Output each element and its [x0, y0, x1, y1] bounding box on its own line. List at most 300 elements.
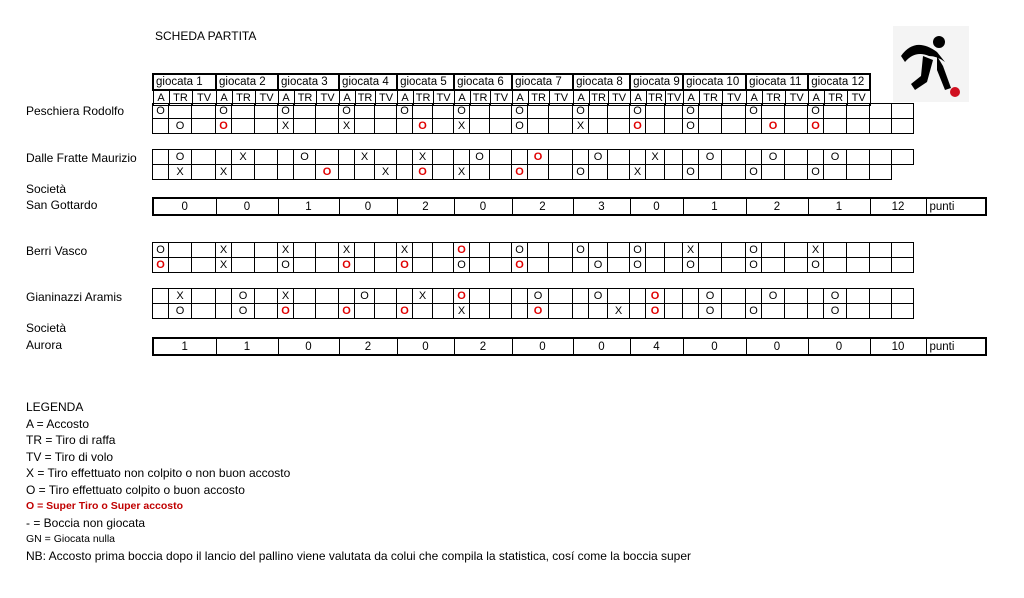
score-cell — [255, 165, 278, 180]
score-cell — [433, 289, 454, 304]
score-cell — [255, 119, 278, 134]
score-cell — [528, 243, 549, 258]
subcolumn-header: A — [808, 90, 824, 106]
giocata-points: 0 — [216, 198, 278, 215]
score-cell — [375, 119, 397, 134]
score-cell — [892, 258, 914, 273]
score-cell: O — [824, 304, 847, 319]
score-cell: O — [454, 104, 470, 119]
score-cell — [433, 243, 454, 258]
score-cell — [847, 119, 870, 134]
score-cell: O — [512, 119, 528, 134]
score-cell — [255, 258, 278, 273]
player-name: Peschiera Rodolfo — [26, 104, 125, 118]
bocce-player-logo-icon — [893, 26, 969, 102]
score-cell — [169, 104, 192, 119]
score-cell — [490, 304, 512, 319]
total-points: 10 — [870, 338, 926, 355]
score-cell — [316, 104, 339, 119]
score-cell: O — [232, 304, 255, 319]
score-cell — [153, 289, 169, 304]
score-cell — [549, 119, 573, 134]
legend-line: NB: Accosto prima boccia dopo il lancio del pallino viene valutata da colui che compila la statistica, cosí come la boccia super — [26, 548, 692, 563]
score-cell — [355, 304, 375, 319]
score-cell — [589, 165, 608, 180]
player-name: Dalle Fratte Maurizio — [26, 151, 137, 165]
subcolumn-header: A — [630, 90, 646, 106]
score-cell: X — [454, 304, 470, 319]
score-cell — [413, 104, 433, 119]
score-cell — [589, 119, 608, 134]
score-cell: X — [278, 243, 294, 258]
score-cell — [683, 304, 699, 319]
subcolumn-header: TR — [413, 90, 433, 106]
score-cell — [699, 104, 722, 119]
score-cell: O — [808, 104, 824, 119]
subcolumn-header: TR — [528, 90, 549, 106]
score-cell — [355, 165, 375, 180]
score-cell — [549, 304, 573, 319]
giocata-points: 1 — [153, 338, 216, 355]
score-cell — [278, 150, 294, 165]
score-cell — [722, 119, 746, 134]
giocata-points: 0 — [339, 198, 397, 215]
score-cell — [870, 165, 892, 180]
subcolumn-header: TV — [255, 90, 278, 106]
score-cell — [153, 165, 169, 180]
score-cell — [339, 165, 355, 180]
score-cell — [232, 104, 255, 119]
score-cell — [762, 165, 785, 180]
score-cell: O — [699, 150, 722, 165]
score-cell — [192, 243, 216, 258]
score-cell — [490, 258, 512, 273]
subcolumn-header: TR — [355, 90, 375, 106]
legend-line: X = Tiro effettuato non colpito o non buon accosto — [26, 466, 291, 480]
score-cell — [192, 119, 216, 134]
points-unit-label: punti — [926, 338, 986, 355]
legend — [26, 399, 691, 564]
giocata-header: giocata 2 — [216, 74, 278, 90]
score-cell — [646, 243, 665, 258]
score-cell — [169, 258, 192, 273]
score-cell: O — [746, 165, 762, 180]
score-cell — [153, 304, 169, 319]
score-cell — [824, 119, 847, 134]
score-cell — [413, 243, 433, 258]
super-score-cell: O — [153, 258, 169, 273]
score-cell — [316, 150, 339, 165]
score-cell — [608, 289, 630, 304]
page-title: SCHEDA PARTITA — [155, 29, 257, 43]
giocata-points: 0 — [808, 338, 870, 355]
subcolumn-header: A — [746, 90, 762, 106]
score-cell: X — [339, 119, 355, 134]
score-cell: O — [746, 304, 762, 319]
score-cell — [589, 104, 608, 119]
score-cell — [294, 243, 316, 258]
super-score-cell: O — [528, 150, 549, 165]
score-cell — [192, 165, 216, 180]
score-cell — [397, 150, 413, 165]
score-cell: X — [573, 119, 589, 134]
score-cell — [375, 150, 397, 165]
score-cell: X — [683, 243, 699, 258]
score-cell — [870, 150, 892, 165]
legend-line: TR = Tiro di raffa — [26, 433, 116, 447]
super-score-cell: O — [339, 258, 355, 273]
giocata-points: 2 — [397, 198, 454, 215]
subcolumn-header: TR — [589, 90, 608, 106]
score-cell: O — [528, 289, 549, 304]
score-cell: X — [339, 243, 355, 258]
score-cell — [699, 243, 722, 258]
score-cell — [847, 104, 870, 119]
score-cell: O — [294, 150, 316, 165]
score-cell: O — [824, 150, 847, 165]
score-cell — [870, 304, 892, 319]
score-cell — [847, 165, 870, 180]
score-cell — [665, 165, 683, 180]
super-score-cell: O — [278, 304, 294, 319]
score-cell — [192, 289, 216, 304]
score-cell: O — [683, 104, 699, 119]
subcolumn-header: A — [339, 90, 355, 106]
score-cell — [762, 258, 785, 273]
society-name: San Gottardo — [26, 198, 98, 212]
score-cell — [470, 165, 490, 180]
subcolumn-header: TV — [192, 90, 216, 106]
score-cell — [192, 304, 216, 319]
score-cell: O — [762, 289, 785, 304]
score-cell — [665, 243, 683, 258]
score-cell — [762, 104, 785, 119]
super-score-cell: O — [397, 304, 413, 319]
score-cell — [216, 289, 232, 304]
score-cell: O — [355, 289, 375, 304]
score-cell — [470, 119, 490, 134]
subcolumn-header: A — [216, 90, 232, 106]
score-cell — [153, 150, 169, 165]
score-cell — [397, 119, 413, 134]
score-cell — [683, 289, 699, 304]
score-cell — [512, 289, 528, 304]
legend-line: O = Tiro effettuato colpito o buon accosto — [26, 482, 245, 497]
score-cell: O — [746, 243, 762, 258]
giocata-points: 1 — [683, 198, 746, 215]
score-cell — [608, 119, 630, 134]
score-cell — [630, 289, 646, 304]
score-cell — [339, 150, 355, 165]
score-cell — [375, 258, 397, 273]
score-cell: O — [589, 258, 608, 273]
subcolumn-header: TR — [169, 90, 192, 106]
score-cell — [278, 165, 294, 180]
points-table — [152, 197, 987, 216]
score-cell: O — [169, 119, 192, 134]
score-cell: O — [153, 243, 169, 258]
score-cell — [847, 258, 870, 273]
score-cell — [549, 165, 573, 180]
score-cell — [870, 258, 892, 273]
score-cell — [746, 119, 762, 134]
score-cell — [375, 243, 397, 258]
super-score-cell: O — [512, 258, 528, 273]
score-cell — [433, 104, 454, 119]
score-cell — [294, 165, 316, 180]
score-cell: X — [375, 165, 397, 180]
score-cell — [294, 104, 316, 119]
score-cell — [699, 119, 722, 134]
score-cell — [549, 258, 573, 273]
player-score-table — [152, 288, 914, 319]
score-cell — [892, 304, 914, 319]
super-score-cell: O — [528, 304, 549, 319]
subcolumn-header: TR — [470, 90, 490, 106]
column-header-table — [152, 73, 871, 106]
score-cell: O — [278, 104, 294, 119]
score-cell: O — [824, 289, 847, 304]
score-cell — [646, 104, 665, 119]
subcolumn-header: TV — [490, 90, 512, 106]
score-cell — [762, 304, 785, 319]
giocata-points: 0 — [153, 198, 216, 215]
score-cell — [512, 150, 528, 165]
score-cell: O — [573, 104, 589, 119]
score-cell — [808, 289, 824, 304]
score-cell — [549, 289, 573, 304]
total-points: 12 — [870, 198, 926, 215]
subcolumn-header: A — [454, 90, 470, 106]
score-cell — [573, 150, 589, 165]
score-cell — [589, 304, 608, 319]
score-cell — [528, 104, 549, 119]
score-cell — [589, 243, 608, 258]
score-cell: O — [169, 304, 192, 319]
score-cell: X — [630, 165, 646, 180]
score-cell — [339, 289, 355, 304]
score-cell — [153, 119, 169, 134]
super-score-cell: O — [413, 165, 433, 180]
score-cell — [355, 104, 375, 119]
score-cell — [232, 165, 255, 180]
score-cell — [490, 243, 512, 258]
score-cell — [870, 104, 892, 119]
score-cell: X — [608, 304, 630, 319]
subcolumn-header: A — [153, 90, 169, 106]
score-cell — [573, 304, 589, 319]
giocata-header: giocata 1 — [153, 74, 216, 90]
score-cell — [528, 258, 549, 273]
score-cell: O — [630, 104, 646, 119]
score-cell — [892, 119, 914, 134]
score-cell — [608, 150, 630, 165]
score-cell — [490, 165, 512, 180]
score-cell — [549, 150, 573, 165]
score-cell — [722, 243, 746, 258]
score-cell — [847, 289, 870, 304]
giocata-points: 3 — [573, 198, 630, 215]
score-cell — [375, 104, 397, 119]
super-score-cell: O — [339, 304, 355, 319]
score-cell — [255, 150, 278, 165]
score-cell — [808, 304, 824, 319]
score-cell — [192, 258, 216, 273]
score-cell: X — [355, 150, 375, 165]
score-cell — [892, 243, 914, 258]
subcolumn-header: TR — [762, 90, 785, 106]
score-cell — [785, 304, 808, 319]
society-name: Aurora — [26, 338, 63, 352]
player-score-table — [152, 103, 914, 134]
score-cell — [470, 104, 490, 119]
score-cell — [608, 104, 630, 119]
score-cell: O — [589, 150, 608, 165]
giocata-points: 0 — [683, 338, 746, 355]
subcolumn-header: TV — [785, 90, 808, 106]
score-cell: X — [232, 150, 255, 165]
score-cell — [630, 304, 646, 319]
score-cell: O — [169, 150, 192, 165]
giocata-header: giocata 12 — [808, 74, 870, 90]
score-cell — [762, 243, 785, 258]
super-score-cell: O — [630, 119, 646, 134]
score-cell: X — [278, 119, 294, 134]
score-cell — [665, 119, 683, 134]
score-cell — [433, 150, 454, 165]
score-cell: X — [169, 289, 192, 304]
score-cell — [608, 243, 630, 258]
score-cell: O — [216, 104, 232, 119]
subcolumn-header: A — [573, 90, 589, 106]
score-cell — [699, 258, 722, 273]
society-label: Società — [26, 182, 67, 196]
legend-line: LEGENDA — [26, 400, 84, 414]
score-cell — [413, 304, 433, 319]
giocata-header: giocata 4 — [339, 74, 397, 90]
score-cell — [433, 119, 454, 134]
giocata-header: giocata 10 — [683, 74, 746, 90]
score-cell — [746, 289, 762, 304]
score-cell — [722, 104, 746, 119]
score-cell — [808, 150, 824, 165]
score-cell — [722, 165, 746, 180]
score-cell — [665, 304, 683, 319]
score-cell: X — [278, 289, 294, 304]
giocata-header: giocata 6 — [454, 74, 512, 90]
score-cell: X — [413, 289, 433, 304]
score-cell: X — [397, 243, 413, 258]
score-cell: O — [153, 104, 169, 119]
score-cell — [216, 304, 232, 319]
score-cell — [549, 104, 573, 119]
score-cell — [573, 258, 589, 273]
super-score-cell: O — [808, 119, 824, 134]
score-cell — [316, 289, 339, 304]
score-cell — [824, 165, 847, 180]
super-score-cell: O — [454, 289, 470, 304]
score-cell: O — [630, 243, 646, 258]
score-cell — [646, 258, 665, 273]
score-cell — [824, 258, 847, 273]
score-cell: O — [683, 165, 699, 180]
score-cell — [847, 243, 870, 258]
score-cell: O — [630, 258, 646, 273]
score-cell: O — [762, 150, 785, 165]
score-cell — [490, 104, 512, 119]
score-cell — [433, 304, 454, 319]
score-cell: O — [470, 150, 490, 165]
score-cell: O — [454, 258, 470, 273]
player-name: Berri Vasco — [26, 244, 88, 258]
player-score-table — [152, 149, 914, 180]
score-cell — [722, 150, 746, 165]
score-cell — [665, 258, 683, 273]
legend-line: O = Super Tiro o Super accosto — [26, 500, 184, 512]
subcolumn-header: A — [683, 90, 699, 106]
score-cell — [355, 243, 375, 258]
giocata-points: 0 — [746, 338, 808, 355]
subcolumn-header: TV — [433, 90, 454, 106]
score-cell — [847, 150, 870, 165]
score-cell — [433, 258, 454, 273]
score-cell — [294, 304, 316, 319]
score-cell — [512, 304, 528, 319]
score-cell — [375, 289, 397, 304]
score-cell — [870, 289, 892, 304]
score-cell — [665, 289, 683, 304]
super-score-cell: O — [646, 304, 665, 319]
giocata-points: 1 — [808, 198, 870, 215]
subcolumn-header: TV — [667, 92, 682, 104]
giocata-points: 1 — [216, 338, 278, 355]
score-cell: O — [808, 165, 824, 180]
score-cell — [413, 258, 433, 273]
score-cell — [454, 150, 470, 165]
score-cell — [646, 119, 665, 134]
legend-line: - = Boccia non giocata — [26, 515, 146, 530]
score-cell — [255, 243, 278, 258]
player-name: Gianinazzi Aramis — [26, 290, 123, 304]
score-cell: O — [278, 258, 294, 273]
super-score-cell: O — [454, 243, 470, 258]
super-score-cell: O — [216, 119, 232, 134]
score-cell — [646, 165, 665, 180]
score-cell — [316, 304, 339, 319]
score-cell — [255, 289, 278, 304]
score-cell — [294, 119, 316, 134]
giocata-header: giocata 8 — [573, 74, 630, 90]
score-cell: X — [216, 258, 232, 273]
score-cell: X — [216, 165, 232, 180]
score-cell — [892, 104, 914, 119]
score-cell — [722, 258, 746, 273]
score-cell — [470, 258, 490, 273]
score-cell: O — [746, 104, 762, 119]
score-cell — [232, 119, 255, 134]
score-cell — [490, 289, 512, 304]
player-score-table — [152, 242, 914, 273]
score-cell — [355, 119, 375, 134]
score-cell — [294, 289, 316, 304]
giocata-points: 0 — [397, 338, 454, 355]
super-score-cell: O — [413, 119, 433, 134]
score-cell: O — [339, 104, 355, 119]
score-cell: O — [512, 104, 528, 119]
subcolumn-header: A — [278, 90, 294, 106]
score-cell — [255, 104, 278, 119]
points-unit-label: punti — [926, 198, 986, 215]
